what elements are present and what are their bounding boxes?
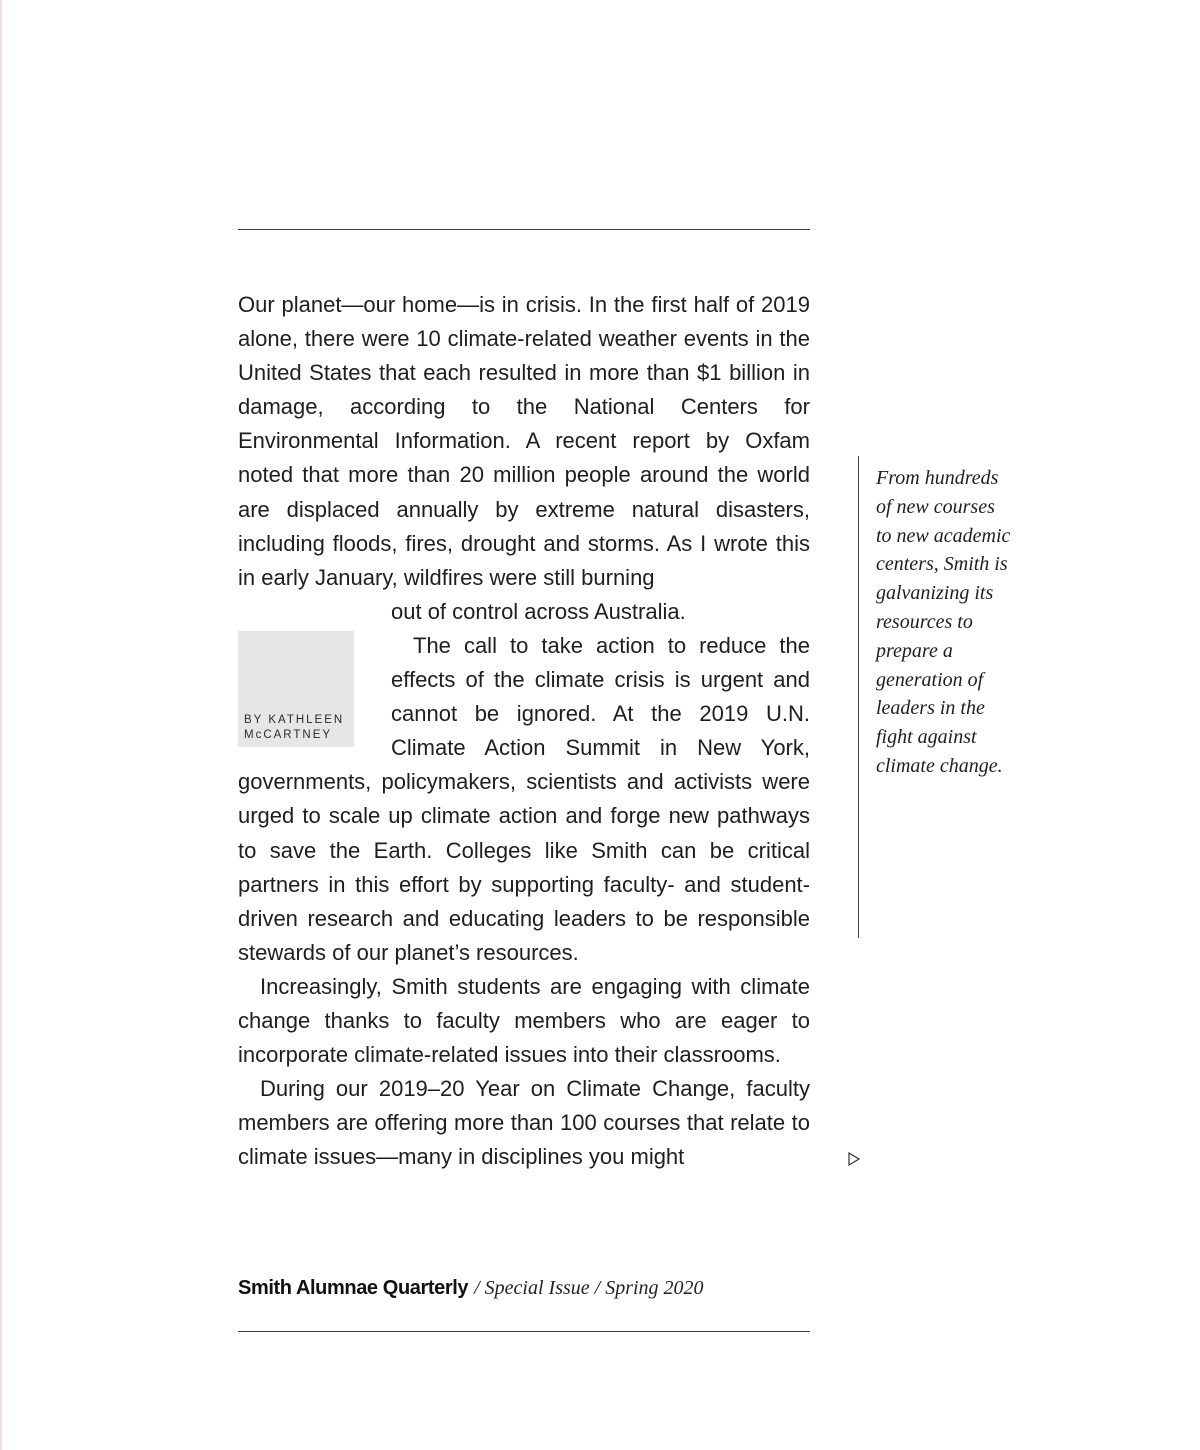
article-paragraph-1 [238,288,810,629]
article-body [238,288,810,1174]
paragraph-1-text: Our planet—our home—is in crisis. In the first half of 2019 alone, there were 10 climate-related weather events in the United States that each resulted in more than $1 billion in damage, according to the National Centers for Environmental Information. A recent report by Oxfam noted that more than 20 million people around the world are displaced annually by extreme natural disasters, including floods, fires, drought and storms. As I wrote this in early January, wildfires were still burning [238,292,810,590]
issue-label: / Special Issue / Spring 2020 [474,1277,704,1299]
pull-quote-text: From hundreds of new courses to new academic centers, Smith is galvanizing its resources to prepare a generation of leaders in the fight against climate change. [876,467,1011,777]
continue-triangle-icon [847,1151,861,1167]
byline [244,713,344,743]
article-paragraph-2 [238,629,810,970]
article-paragraph-4 [238,1072,810,1174]
top-rule [238,229,810,230]
pull-quote [858,456,1009,938]
byline-line-2: McCARTNEY [244,728,333,741]
magazine-title: Smith Alumnae Quarterly [238,1277,469,1299]
paragraph-1-tail: out of control across Australia. [391,598,686,624]
paragraph-2-text: The call to take action to reduce the effects of the climate crisis is urgent and cannot be ignored. At the 2019 U.N. Climate Action Summit in New York, governments, policymakers, scientists and activists were urged to scale up climate action and forge new pathways to save the Earth. Colleges like Smith can be critical partners in this effort by supporting faculty- and student-driven research and educating leaders to be responsible stewards of our planet’s resources. [238,632,810,965]
bottom-rule [238,1331,810,1332]
byline-line-1: BY KATHLEEN [244,713,345,726]
paragraph-4-text: During our 2019–20 Year on Climate Change, faculty members are offering more than 100 courses that relate to climate issues—many in disciplines you might [238,1076,810,1170]
byline-box [238,631,354,747]
page-footer [238,1274,810,1302]
paragraph-3-text: Increasingly, Smith students are engaging with climate change thanks to faculty members who are eager to incorporate climate-related issues into their classrooms. [238,973,810,1068]
page-edge [0,0,2,1450]
article-paragraph-3 [238,970,810,1072]
